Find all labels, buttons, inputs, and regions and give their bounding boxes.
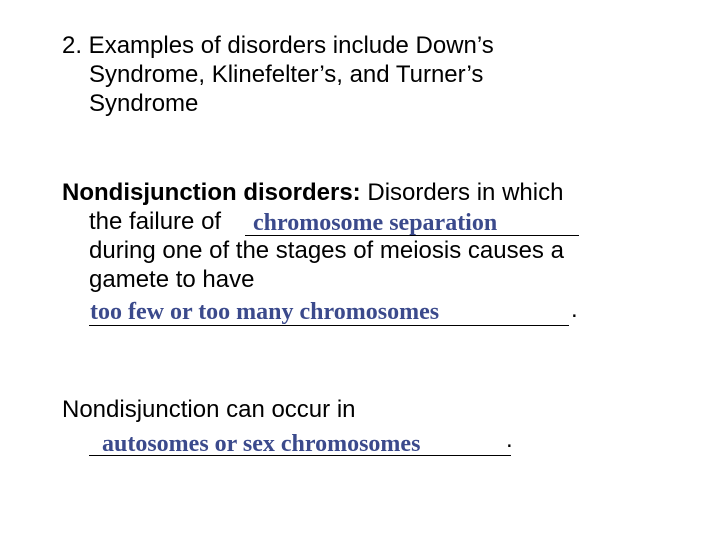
definition-line-2-prefix: the failure of (89, 208, 222, 235)
definition-line-1 (62, 178, 682, 207)
occurrence-line-2-period: . (506, 426, 513, 453)
occurrence-paragraph (62, 395, 682, 457)
point-2-line-1: 2. Examples of disorders include Down’s (62, 32, 494, 59)
answer-autosomes-or-sex: autosomes or sex chromosomes (102, 431, 421, 457)
answer-chromosome-separation: chromosome separation (253, 210, 498, 236)
occurrence-line-1: Nondisjunction can occur in (62, 396, 356, 423)
point-2-line-3: Syndrome (89, 90, 199, 117)
definition-line-1-rest: Disorders in which (360, 179, 564, 206)
definition-line-5 (62, 294, 682, 323)
point-2-line-2: Syndrome, Klinefelter’s, and Turner’s (89, 61, 484, 88)
definition-line-2 (62, 207, 682, 236)
definition-term: Nondisjunction disorders: (62, 179, 361, 206)
definition-line-5-period: . (571, 296, 578, 323)
occurrence-line-2 (62, 424, 682, 457)
answer-too-few-or-many: too few or too many chromosomes (90, 299, 440, 325)
definition-line-3: during one of the stages of meiosis causes a (89, 237, 564, 264)
definition-paragraph (62, 178, 682, 323)
point-2-text (62, 31, 682, 118)
definition-line-4: gamete to have (89, 266, 255, 293)
